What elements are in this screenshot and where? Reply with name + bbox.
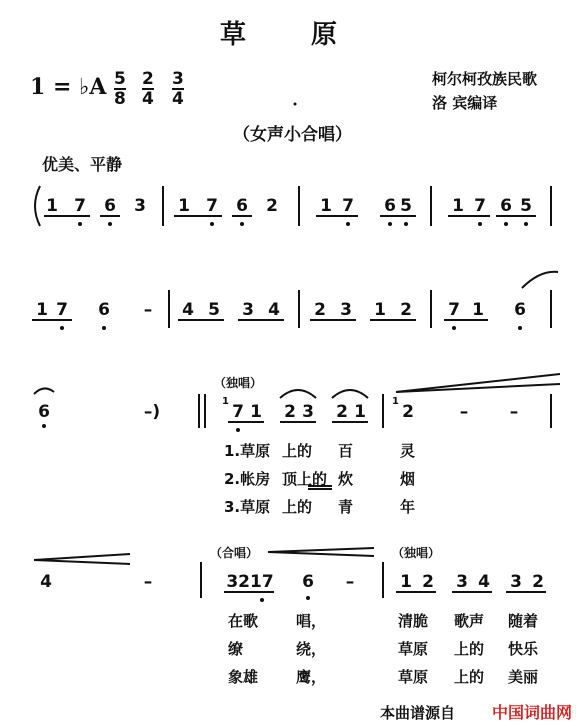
note: 6 (384, 196, 396, 216)
lyric2-line-1b: 唱， (296, 612, 327, 630)
note: 3 (340, 300, 352, 320)
lyric-line-1a: 1.草原 (224, 442, 271, 460)
lyric-line-1d: 灵 (400, 442, 416, 460)
chorus-label: （合唱） (210, 546, 259, 560)
note: 1 (178, 196, 190, 216)
note: 6 (302, 572, 314, 592)
note: 7 (342, 196, 354, 216)
note: 7 (448, 300, 460, 320)
lyric2-line-1e: 随着 (508, 612, 539, 630)
note: 5 (208, 300, 220, 320)
time-signature-5-8: 5 8 (114, 69, 126, 109)
lyric2-line-3a: 象雄 (228, 668, 259, 686)
note: 2 (532, 572, 544, 592)
lyric2-line-3e: 美丽 (508, 668, 539, 686)
note: 1 (320, 196, 332, 216)
lyric2-line-3d: 上的 (454, 668, 485, 686)
lyric-line-2c: 炊 (338, 470, 354, 488)
note: –) (143, 402, 161, 422)
note-group: 3217 (226, 572, 274, 592)
note: 1 (452, 196, 464, 216)
note: 4 (182, 300, 194, 320)
note: 7 (74, 196, 86, 216)
note: 2 (400, 300, 412, 320)
note: 3 (510, 572, 522, 592)
lyric-line-2b: 顶上的 (282, 470, 328, 488)
lyric2-line-1a: 在歌 (228, 612, 259, 630)
note: 7 (232, 402, 244, 422)
lyric-line-2a: 2.帐房 (224, 470, 271, 488)
lyric2-line-3b: 鹰， (296, 668, 327, 686)
note: 5 (520, 196, 532, 216)
lyric2-line-2a: 缭 (228, 640, 244, 658)
note: 6 (236, 196, 248, 216)
lyric-line-1c: 百 (338, 442, 354, 460)
lyric2-line-1c: 清脆 (398, 612, 429, 630)
time-signature-2-4: 2 4 (142, 69, 154, 109)
solo-label-2: （独唱） (392, 546, 441, 560)
note: – (345, 572, 355, 592)
note: 2 (402, 402, 414, 422)
note: 3 (242, 300, 254, 320)
note: 1 (472, 300, 484, 320)
note: 2 (422, 572, 434, 592)
note: 7 (56, 300, 68, 320)
note: 1 (36, 300, 48, 320)
note: 3 (302, 402, 314, 422)
lyric-line-3c: 青 (338, 498, 354, 516)
note: 2 (314, 300, 326, 320)
note: 6 (514, 300, 526, 320)
note: 5 (400, 196, 412, 216)
grace-note: 1 (222, 396, 229, 407)
key-signature: 1 = ♭A (30, 74, 107, 100)
lyric2-line-2e: 快乐 (508, 640, 539, 658)
lyric2-line-2d: 上的 (454, 640, 485, 658)
note: 6 (104, 196, 116, 216)
watermark-source: 本曲谱源自 (380, 704, 456, 722)
lyric-line-3b: 上的 (282, 498, 313, 516)
note: 4 (478, 572, 490, 592)
lyric-line-3d: 年 (400, 498, 416, 516)
origin-credit: 柯尔柯孜族民歌 (432, 70, 538, 88)
lyric2-line-2b: 绕， (296, 640, 327, 658)
performance-form: （女声小合唱） (233, 125, 352, 145)
note: 1 (400, 572, 412, 592)
note: – (143, 300, 153, 320)
note: 1 (354, 402, 366, 422)
lyric-line-2d: 烟 (400, 470, 416, 488)
note: 1 (374, 300, 386, 320)
note: 1 (250, 402, 262, 422)
note: 2 (336, 402, 348, 422)
note: 1 (46, 196, 58, 216)
lyric-line-3a: 3.草原 (224, 498, 271, 516)
arranger-credit: 洛 宾编译 (432, 94, 498, 112)
note: 2 (284, 402, 296, 422)
note: 4 (268, 300, 280, 320)
lyric2-line-2c: 草原 (398, 640, 429, 658)
note: 7 (206, 196, 218, 216)
watermark-site-link[interactable]: 中国词曲网 (492, 703, 573, 722)
note: – (143, 572, 153, 592)
note: – (509, 402, 519, 422)
note: 2 (266, 196, 278, 216)
lyric2-line-3c: 草原 (398, 668, 429, 686)
expression-marking: 优美、平静 (42, 155, 123, 174)
note: 6 (38, 402, 50, 422)
song-title: 草 原 (219, 20, 366, 50)
solo-label: （独唱） (214, 376, 263, 390)
lyric2-line-1d: 歌声 (454, 612, 485, 630)
note: 4 (40, 572, 52, 592)
note: 3 (456, 572, 468, 592)
note: – (459, 402, 469, 422)
time-signature-3-4: 3 4 (172, 69, 184, 109)
note: 6 (98, 300, 110, 320)
lyric-line-1b: 上的 (282, 442, 313, 460)
note: 6 (500, 196, 512, 216)
note: 7 (474, 196, 486, 216)
grace-note: 1 (392, 396, 399, 407)
note: 3 (134, 196, 146, 216)
